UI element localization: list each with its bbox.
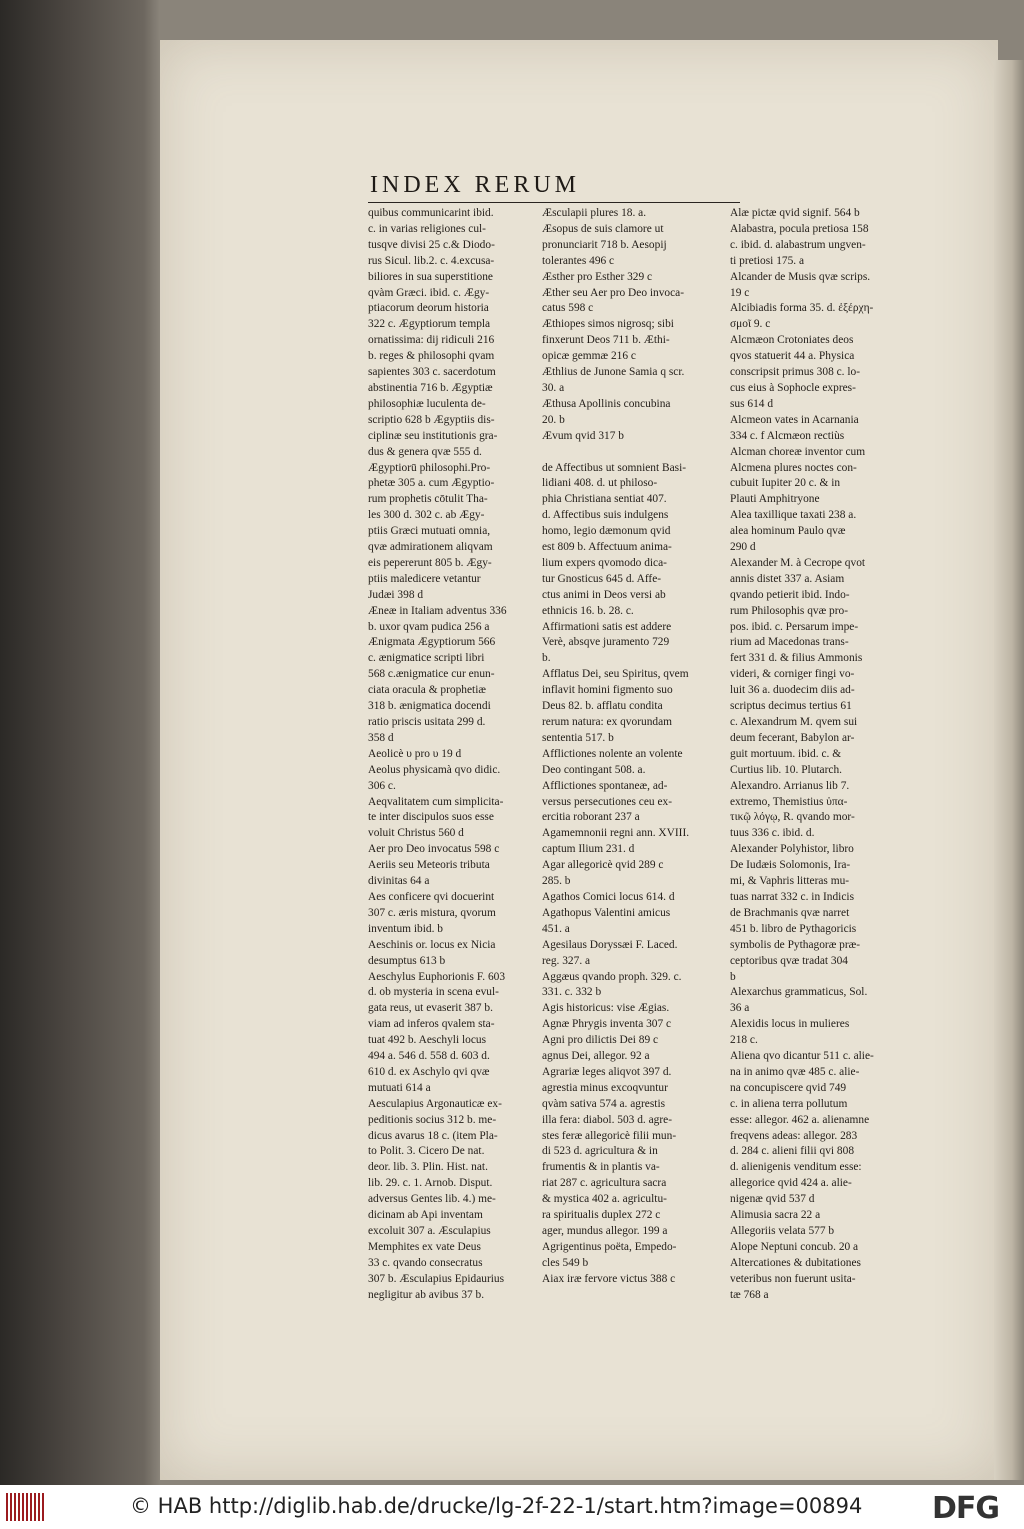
index-line: Alope Neptuni concub. 20 a xyxy=(730,1240,859,1253)
index-line: c. in varias religiones cul- xyxy=(368,222,486,235)
index-line: ti pretiosi 175. a xyxy=(730,254,805,267)
index-line: guit mortuum. ibid. c. & xyxy=(730,747,842,760)
index-line: ratio priscis usitata 299 d. xyxy=(368,716,486,728)
index-line: Aggæus qvando proph. 329. c. xyxy=(542,970,682,983)
index-line: 306 c. xyxy=(368,779,396,792)
index-line: 285. b xyxy=(542,875,571,888)
index-line: Alexander Polyhistor, libro xyxy=(730,843,854,856)
index-line: agrestia minus excoqvuntur xyxy=(542,1081,668,1094)
index-line: 358 d xyxy=(368,731,394,744)
index-line: dus & genera qvæ 555 d. xyxy=(368,445,482,458)
index-line: ptiis maledicere vetantur xyxy=(368,572,481,585)
index-line: freqvens adeas: allegor. 283 xyxy=(730,1129,858,1142)
index-line: mutuati 614 a xyxy=(368,1081,431,1094)
index-line: philosophiæ luculenta de- xyxy=(368,397,486,410)
index-line: rus Sicul. lib.2. c. 4.excusa- xyxy=(368,254,495,267)
copyright-url[interactable]: © HAB http://diglib.hab.de/drucke/lg-2f-22-1/start.htm?image=00894 xyxy=(130,1494,863,1518)
index-line: qvàm Græci. ibid. c. Ægy- xyxy=(368,286,490,299)
index-line: pos. ibid. c. Persarum impe- xyxy=(730,620,859,633)
dfg-logo: DFG xyxy=(932,1491,1000,1526)
index-line: σμοῖ 9. c xyxy=(730,318,771,331)
index-line: Alea taxillique taxati 238 a. xyxy=(730,509,857,522)
index-line: 33 c. qvando consecratus xyxy=(368,1256,483,1269)
index-line: Alimusia sacra 22 a xyxy=(730,1209,821,1222)
index-line: adversus Gentes lib. 4.) me- xyxy=(368,1193,496,1206)
index-line: Afflatus Dei, seu Spiritus, qvem xyxy=(542,668,689,681)
index-line: Aer pro Deo invocatus 598 c xyxy=(368,843,500,856)
index-line: extremo, Themistius ὑπα- xyxy=(730,795,848,808)
viewer-footer xyxy=(0,1485,1024,1529)
index-line: peditionis socius 312 b. me- xyxy=(368,1113,497,1126)
index-line: Verè, absqve juramento 729 xyxy=(542,636,670,649)
index-line: lib. 29. c. 1. Arnob. Disput. xyxy=(368,1177,493,1190)
index-line: rum Philosophis qvæ pro- xyxy=(730,604,849,617)
index-line: Alcman choreæ inventor cum xyxy=(730,445,866,458)
index-line: deor. lib. 3. Plin. Hist. nat. xyxy=(368,1161,488,1174)
index-line: qvando petierit ibid. Indo- xyxy=(730,588,850,601)
index-line: versus persecutiones ceu ex- xyxy=(542,795,672,808)
index-line: stes feræ allegoricè filii mun- xyxy=(542,1129,677,1142)
index-line: Agrariæ leges aliqvot 397 d. xyxy=(542,1065,672,1078)
index-line: finxerunt Deos 711 b. Æthi- xyxy=(542,334,670,347)
index-line: b. reges & philosophi qvam xyxy=(368,350,495,363)
index-line: tuat 492 b. Aeschyli locus xyxy=(368,1034,487,1047)
index-line: desumptus 613 b xyxy=(368,954,446,967)
index-line: tolerantes 496 c xyxy=(542,254,615,267)
index-line: dicinam ab Api inventam xyxy=(368,1209,483,1222)
index-line: Aes conficere qvi docuerint xyxy=(368,890,495,903)
index-line: biliores in sua superstitione xyxy=(368,270,493,283)
index-line: fert 331 d. & filius Ammonis xyxy=(730,652,863,665)
index-line: Agar allegoricè qvid 289 c xyxy=(542,859,664,872)
index-line: riat 287 c. agricultura sacra xyxy=(542,1177,667,1190)
index-line: quibus communicarint ibid. xyxy=(368,207,494,219)
index-line: catus 598 c xyxy=(542,302,594,315)
index-line: Æthlius de Junone Samia q scr. xyxy=(542,366,685,379)
index-line: mi, & Vaphris litteras mu- xyxy=(730,875,850,888)
index-line: Agesilaus Doryssæi F. Laced. xyxy=(542,938,678,951)
index-line: qvàm sativa 574 a. agrestis xyxy=(542,1097,666,1110)
index-line: Altercationes & dubitationes xyxy=(730,1256,861,1269)
index-line: Æsopus de suis clamore ut xyxy=(542,222,664,235)
index-line: Alcmeon vates in Acarnania xyxy=(730,413,859,426)
index-line: ciata oracula & prophetiæ xyxy=(368,684,486,697)
index-line: agnus Dei, allegor. 92 a xyxy=(542,1050,650,1063)
index-line: Alexidis locus in mulieres xyxy=(730,1018,850,1031)
index-line: ornatissima: dij ridiculi 216 xyxy=(368,334,495,347)
index-line: cles 549 b xyxy=(542,1256,589,1269)
index-line: frumentis & in plantis va- xyxy=(542,1161,660,1174)
index-line: 318 b. ænigmatica docendi xyxy=(368,700,491,713)
index-line: cubuit Iupiter 20 c. & in xyxy=(730,477,841,490)
index-line: d. Affectibus suis indulgens xyxy=(542,509,669,522)
index-line: abstinentia 716 b. Ægyptiæ xyxy=(368,381,493,394)
index-line: Aeqvalitatem cum simplicita- xyxy=(368,795,504,808)
index-line: ciplinæ seu institutionis gra- xyxy=(368,429,498,442)
index-line: te inter discipulos suos esse xyxy=(368,811,494,824)
index-line: esse: allegor. 462 a. alienamne xyxy=(730,1113,870,1126)
index-line: Agathos Comici locus 614. d xyxy=(542,890,675,903)
index-line: di 523 d. agricultura & in xyxy=(542,1145,658,1158)
index-line: Agathopus Valentini amicus xyxy=(542,906,671,919)
index-line: veteribus non fuerunt usita- xyxy=(730,1272,856,1285)
index-line: phetæ 305 a. cum Ægyptio- xyxy=(368,477,495,490)
index-line: est 809 b. Affectuum anima- xyxy=(542,541,672,554)
index-line: Æther seu Aer pro Deo invoca- xyxy=(542,286,685,299)
index-line: Memphites ex vate Deus xyxy=(368,1240,481,1253)
index-line: d. ob mysteria in scena evul- xyxy=(368,986,499,999)
index-line: viam ad inferos qvalem sta- xyxy=(368,1018,495,1031)
index-line: sapientes 303 c. sacerdotum xyxy=(368,366,496,379)
index-line: Alexander M. à Cecrope qvot xyxy=(730,556,866,569)
index-line: Alexarchus grammaticus, Sol. xyxy=(730,986,868,999)
index-line: 218 c. xyxy=(730,1034,758,1047)
index-line: 334 c. f Alcmæon rectiùs xyxy=(730,429,845,442)
page-edge xyxy=(994,60,1024,1480)
index-line: tuus 336 c. ibid. d. xyxy=(730,827,815,840)
index-line: Allegoriis velata 577 b xyxy=(730,1225,835,1237)
index-line: nigenæ qvid 537 d xyxy=(730,1193,815,1206)
index-line: pronunciarit 718 b. Aesopij xyxy=(542,238,667,251)
index-line: Agni pro dilictis Dei 89 c xyxy=(542,1034,659,1047)
index-line: 307 c. æris mistura, qvorum xyxy=(368,906,496,919)
index-line: 20. b xyxy=(542,413,565,426)
index-line: lium expers qvomodo dica- xyxy=(542,556,667,569)
index-line: τικῷ λόγῳ, R. qvando mor- xyxy=(730,811,855,824)
index-line: Curtius lib. 10. Plutarch. xyxy=(730,763,843,776)
index-line: Agnæ Phrygis inventa 307 c xyxy=(542,1018,672,1031)
index-line: ctus animi in Deos versi ab xyxy=(542,588,666,601)
index-line: Afflictiones spontaneæ, ad- xyxy=(542,779,668,792)
index-line: 290 d xyxy=(730,541,756,554)
index-line: Affirmationi satis est addere xyxy=(542,620,672,633)
index-line: videri, & corniger fingi vo- xyxy=(730,668,855,681)
index-line: annis distet 337 a. Asiam xyxy=(730,572,845,585)
index-line: Aiax iræ fervore victus 388 c xyxy=(542,1272,676,1285)
index-line: deum fecerant, Babylon ar- xyxy=(730,731,855,744)
index-line: Agamemnonii regni ann. XVIII. xyxy=(542,827,690,840)
index-line: 494 a. 546 d. 558 d. 603 d. xyxy=(368,1050,490,1063)
index-line: inventum ibid. b xyxy=(368,922,443,935)
index-line: Alcmena plures noctes con- xyxy=(730,461,857,474)
index-line: qvos statuerit 44 a. Physica xyxy=(730,350,855,363)
index-line: qvæ admirationem aliqvam xyxy=(368,541,493,554)
index-line: de Brachmanis qvæ narret xyxy=(730,906,850,919)
page-header-title: INDEX RERUM xyxy=(370,172,580,198)
index-column-1 xyxy=(368,206,540,1304)
index-line: c. ænigmatice scripti libri xyxy=(368,652,485,665)
index-line: Aeriis seu Meteoris tributa xyxy=(368,859,490,872)
index-line: lidiani 408. d. ut philoso- xyxy=(542,477,658,490)
index-line: symbolis de Pythagoræ præ- xyxy=(730,938,861,951)
index-line: rium ad Macedonas trans- xyxy=(730,636,849,649)
index-line: Deus 82. b. afflatu condita xyxy=(542,700,663,713)
index-line: cus eius à Sophocle expres- xyxy=(730,381,856,394)
index-line: Agis historicus: vise Ægias. xyxy=(542,1002,670,1015)
index-line: homo, legio dæmonum qvid xyxy=(542,525,671,538)
index-line: conscripsit primus 308 c. lo- xyxy=(730,366,861,379)
index-line: Aeolicè υ pro υ 19 d xyxy=(368,747,462,760)
header-rule xyxy=(368,202,740,203)
index-line: Aeschinis or. locus ex Nicia xyxy=(368,938,496,951)
index-line: b. xyxy=(542,652,551,665)
hab-logo-icon xyxy=(6,1493,46,1521)
index-line: rum prophetis cōtulit Tha- xyxy=(368,493,488,506)
index-line: tur Gnosticus 645 d. Affe- xyxy=(542,572,662,585)
book-gutter xyxy=(0,0,160,1485)
index-line: Alexandro. Arrianus lib 7. xyxy=(730,779,850,792)
index-line: Ævum qvid 317 b xyxy=(542,429,624,442)
index-line: ptiacorum deorum historia xyxy=(368,302,489,315)
index-line: ceptoribus qvæ tradat 304 xyxy=(730,954,848,967)
index-line: Æthiopes simos nigrosq; sibi xyxy=(542,318,674,331)
index-line: tuas narrat 332 c. in Indicis xyxy=(730,890,854,903)
index-line: na concupiscere qvid 749 xyxy=(730,1081,847,1094)
index-line: sus 614 d xyxy=(730,397,774,410)
index-line: ptiis Græci mutuati omnia, xyxy=(368,525,491,538)
index-line: Æthusa Apollinis concubina xyxy=(542,397,671,410)
index-line: 568 c.ænigmatice cur enun- xyxy=(368,668,495,681)
index-line: Alabastra, pocula pretiosa 158 xyxy=(730,222,869,235)
index-line xyxy=(542,445,726,461)
index-line: scriptus decimus tertius 61 xyxy=(730,700,852,713)
index-line: gata reus, ut evaserit 387 b. xyxy=(368,1002,493,1015)
index-line: Plauti Amphitryone xyxy=(730,493,820,506)
index-line: to Polit. 3. Cicero De nat. xyxy=(368,1145,485,1158)
index-line: excoluit 307 a. Æsculapius xyxy=(368,1225,491,1237)
index-line: Æsther pro Esther 329 c xyxy=(542,270,653,283)
index-line: Aeolus physicamà qvo didic. xyxy=(368,763,501,776)
index-line: reg. 327. a xyxy=(542,954,591,967)
index-line: sententia 517. b xyxy=(542,731,614,744)
index-line: rerum natura: ex qvorundam xyxy=(542,716,672,728)
index-line: alea hominum Paulo qvæ xyxy=(730,525,846,538)
index-line: 30. a xyxy=(542,381,565,394)
index-line: tusqve divisi 25 c.& Diodo- xyxy=(368,238,495,251)
index-line: inflavit homini figmento suo xyxy=(542,684,673,697)
index-line: d. 284 c. alieni filii qvi 808 xyxy=(730,1145,855,1158)
index-line: 36 a xyxy=(730,1002,750,1015)
index-line: captum Ilium 231. d xyxy=(542,843,635,856)
index-line: negligitur ab avibus 37 b. xyxy=(368,1288,485,1301)
index-line: c. in aliena terra pollutum xyxy=(730,1097,848,1110)
index-line: Ægyptiorū philosophi.Pro- xyxy=(368,461,491,474)
index-line: eis pepererunt 805 b. Ægy- xyxy=(368,556,492,569)
index-line: Alcmæon Crotoniates deos xyxy=(730,334,854,347)
index-line: Afflictiones nolente an volente xyxy=(542,747,683,760)
index-line: b. uxor qvam pudica 256 a xyxy=(368,620,490,633)
index-line: 331. c. 332 b xyxy=(542,986,602,999)
index-line: divinitas 64 a xyxy=(368,875,430,888)
index-line: De Iudæis Solomonis, Ira- xyxy=(730,859,851,872)
index-line: ager, mundus allegor. 199 a xyxy=(542,1225,668,1237)
index-line: allegorice qvid 424 a. alie- xyxy=(730,1177,852,1190)
index-line: Alcander de Musis qvæ scrips. xyxy=(730,270,871,283)
index-line: dicus avarus 18 c. (item Pla- xyxy=(368,1129,498,1142)
index-line: Deo contingant 508. a. xyxy=(542,763,646,776)
index-line: Ænigmata Ægyptiorum 566 xyxy=(368,636,496,649)
index-line: Aliena qvo dicantur 511 c. alie- xyxy=(730,1050,874,1063)
index-line: les 300 d. 302 c. ab Ægy- xyxy=(368,509,485,522)
index-line: c. ibid. d. alabastrum ungven- xyxy=(730,238,866,251)
index-line: Aesculapius Argonauticæ ex- xyxy=(368,1097,502,1110)
index-line: c. Alexandrum M. qvem sui xyxy=(730,716,858,728)
index-line: Agrigentinus poëta, Empedo- xyxy=(542,1240,677,1253)
index-line: 322 c. Ægyptiorum templa xyxy=(368,318,491,331)
index-line: phia Christiana sentiat 407. xyxy=(542,493,667,506)
index-line: b xyxy=(730,970,736,983)
index-line: 451 b. libro de Pythagoricis xyxy=(730,922,857,935)
index-line: 610 d. ex Aschylo qvi qvæ xyxy=(368,1065,490,1078)
index-line: 19 c xyxy=(730,286,750,299)
index-line: d. alienigenis venditum esse: xyxy=(730,1161,862,1174)
index-line: illa fera: diabol. 503 d. agre- xyxy=(542,1113,672,1126)
index-line: Æsculapii plures 18. a. xyxy=(542,207,647,219)
index-line: Alæ pictæ qvid signif. 564 b xyxy=(730,207,860,219)
index-column-3 xyxy=(730,206,922,1304)
index-line: 451. a xyxy=(542,922,570,935)
index-line: na in animo qvæ 485 c. alie- xyxy=(730,1065,860,1078)
index-line: scriptio 628 b Ægyptiis dis- xyxy=(368,413,495,426)
index-column-2 xyxy=(542,206,726,1288)
index-line: de Affectibus ut somnient Basi- xyxy=(542,461,687,474)
index-line: Alcibiadis forma 35. d. ἐξέρχη- xyxy=(730,302,874,315)
index-line: ercitia roborant 237 a xyxy=(542,811,640,824)
index-line: & mystica 402 a. agricultu- xyxy=(542,1193,667,1206)
index-line: tæ 768 a xyxy=(730,1288,769,1301)
index-line: Æneæ in Italiam adventus 336 xyxy=(368,604,507,617)
index-line: voluit Christus 560 d xyxy=(368,827,464,840)
index-line: 307 b. Æsculapius Epidaurius xyxy=(368,1272,505,1285)
index-line: ethnicis 16. b. 28. c. xyxy=(542,604,634,617)
index-line: Judæi 398 d xyxy=(368,588,424,601)
index-line: ra spiritualis duplex 272 c xyxy=(542,1209,661,1222)
index-line: Aeschylus Euphorionis F. 603 xyxy=(368,970,506,983)
index-line: opicæ gemmæ 216 c xyxy=(542,350,636,363)
index-line: luit 36 a. duodecim diis ad- xyxy=(730,684,855,697)
